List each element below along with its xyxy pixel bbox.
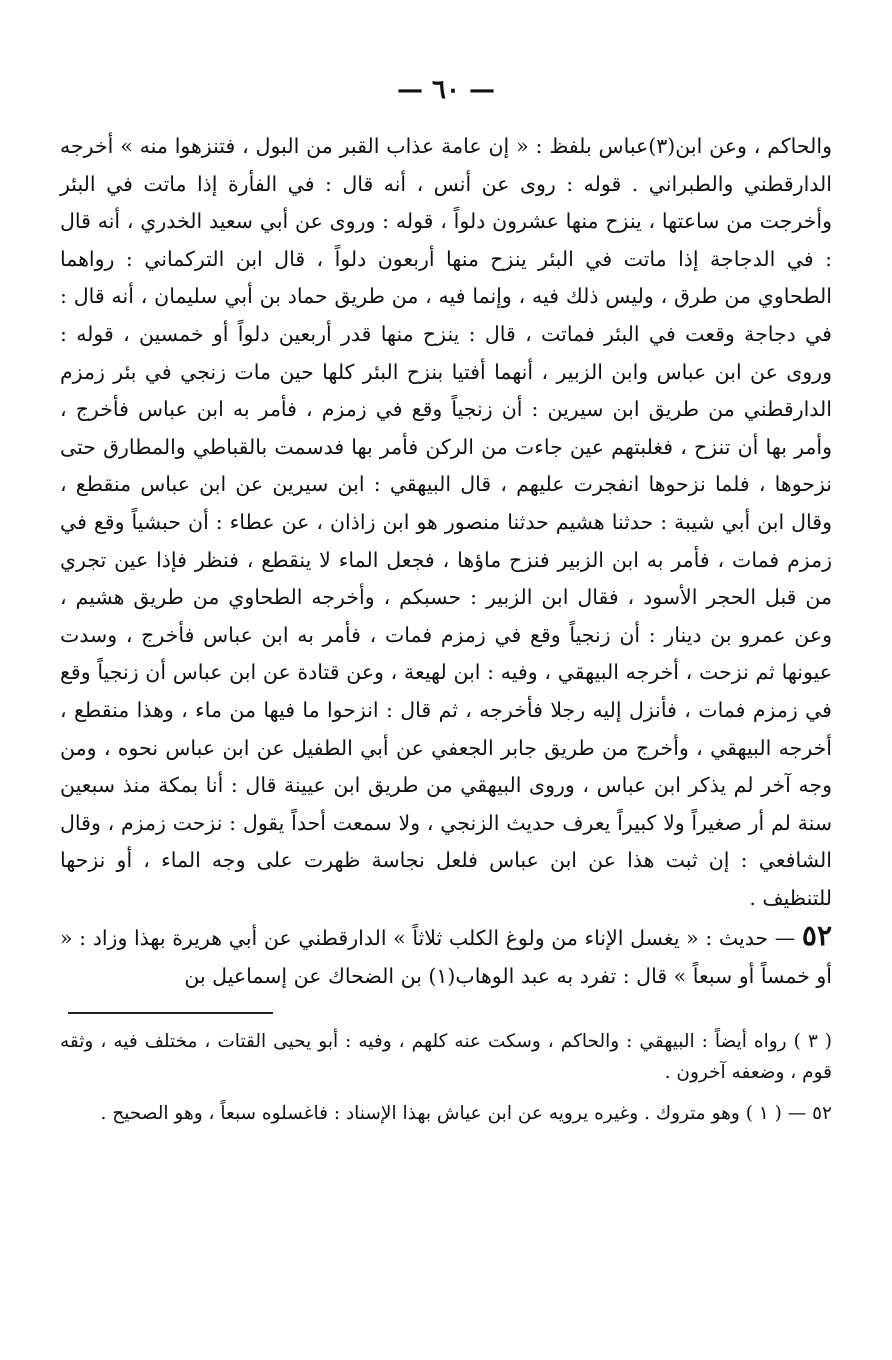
page-number: — ٦٠ — <box>396 75 496 105</box>
hadith-number: ٥٢ <box>801 919 832 953</box>
main-text <box>60 128 832 996</box>
footnote-3: ( ٣ ) رواه أيضاً : البيهقي : والحاكم ، وسكت عنه كلهم ، وفيه : أبو يحيى القتات ، مختلف فيه ، وثقه قوم ، وضعفه آخرون . <box>60 1030 832 1083</box>
commentary-paragraph: والحاكم ، وعن ابن(٣)عباس بلفظ : « إن عامة عذاب القبر من البول ، فتنزهوا منه » أخرجه الدارقطني والطبراني . قوله : روى عن أنس ، أنه قال : في الفأرة إذا ماتت في البئر وأخرجت من ساعتها ، ينزح منها عشرون دلواً ، قوله : وروى عن أبي سعيد الخدري ، أنه قال : في الدجاجة إذا ماتت في البئر ينزح منها أربعون دلواً ، قال ابن التركماني : رواهما الطحاوي من طرق ، وليس ذلك فيه ، وإنما فيه ، من طريق حماد بن أبي سليمان ، أنه قال : في دجاجة وقعت في البئر فماتت ، قال : ينزح منها قدر أربعين دلواً أو خمسين ، قوله : وروى عن ابن عباس وابن الزبير ، أنهما أفتيا بنزح البئر كلها حين مات زنجي في بئر زمزم الدارقطني من طريق ابن سيرين : أن زنجياً وقع في زمزم ، فأمر به ابن عباس فأخرج ، وأمر بها أن تنزح ، فغلبتهم عين جاءت من الركن فأمر بها فدسمت بالقباطي والمطارق حتى نزحوها ، فلما نزحوها انفجرت عليهم ، قال البيهقي : ابن سيرين عن ابن عباس منقطع ، وقال ابن أبي شيبة : حدثنا هشيم حدثنا منصور هو ابن زاذان ، عن عطاء : أن حبشياً وقع في زمزم فمات ، فأمر به ابن الزبير فنزح ماؤها ، فجعل الماء لا ينقطع ، فنظر فإذا عين تجري من قبل الحجر الأسود ، فقال ابن الزبير : حسبكم ، وأخرجه الطحاوي من طريق هشيم ، وعن عمرو بن دينار : أن زنجياً وقع في زمزم فمات ، فأمر به ابن عباس فأخرج ، وسدت عيونها ثم نزحت ، أخرجه البيهقي ، وفيه : ابن لهيعة ، وعن قتادة عن ابن عباس أن زنجياً وقع في زمزم فمات ، فأنزل إليه رجلا فأخرجه ، ثم قال : انزحوا ما فيها من ماء ، وهذا منقطع ، أخرجه البيهقي ، وأخرج من طريق جابر الجعفي عن أبي الطفيل عن ابن عباس نحوه ، ومن وجه آخر لم يذكر ابن عباس ، وروى البيهقي من طريق ابن عيينة قال : أنا بمكة منذ سبعين سنة لم أر صغيراً ولا كبيراً يعرف حديث الزنجي ، ولا سمعت أحداً يقول : نزحت زمزم ، وقال الشافعي : إن ثبت هذا عن ابن عباس فلعل نجاسة ظهرت على وجه الماء ، أو نزحها للتنظيف . <box>60 134 832 910</box>
footnote-divider <box>68 1012 273 1014</box>
footnotes <box>60 1026 832 1129</box>
hadith-paragraph <box>60 917 832 995</box>
hadith-text: — حديث : « يغسل الإناء من ولوغ الكلب ثلاثاً » الدارقطني عن أبي هريرة بهذا وزاد : « أو خمساً أو سبعاً » قال : تفرد به عبد الوهاب(١) بن الضحاك عن إسماعيل بن <box>60 926 832 989</box>
footnote-divider-wrap <box>60 1012 832 1014</box>
footnote-52-1: ٥٢ — ( ١ ) وهو متروك . وغيره يرويه عن ابن عياش بهذا الإسناد : فاغسلوه سبعاً ، وهو الصحيح . <box>100 1102 832 1124</box>
